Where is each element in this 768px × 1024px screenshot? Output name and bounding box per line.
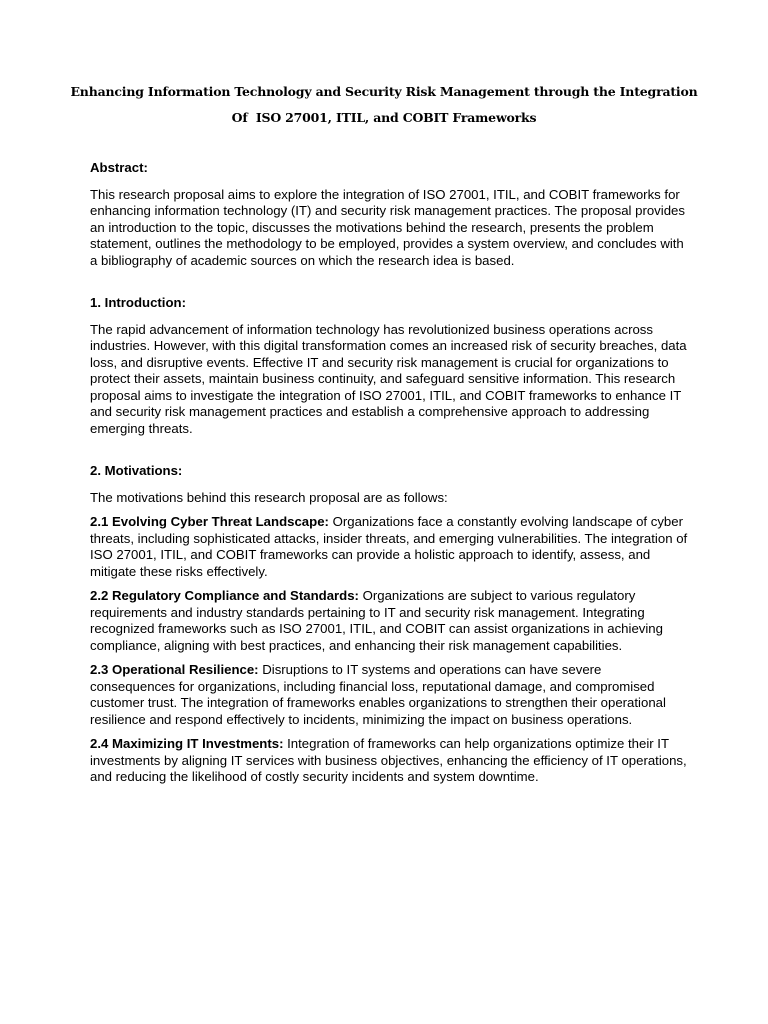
document-body <box>90 160 690 786</box>
title-line-2: Of ISO 27001, ITIL, and COBIT Frameworks <box>231 110 537 125</box>
motivation-item-2-1 <box>90 514 690 580</box>
motivations-heading: 2. Motivations: <box>90 463 183 478</box>
introduction-paragraph: The rapid advancement of information technology has revolutionized business operations across industries. However, with this digital transformation comes an increased risk of security breaches, data loss, and disruptive events. Effective IT and security risk management is crucial for organizations to protect their assets, maintain business continuity, and safeguard sensitive information. This research proposal aims to investigate the integration of ISO 27001, ITIL, and COBIT frameworks to enhance IT and security risk management practices and establish a comprehensive approach to addressing emerging threats. <box>90 321 687 436</box>
motivation-label: 2.3 Operational Resilience: <box>90 662 259 677</box>
motivation-text: Integration of frameworks can help organizations optimize their IT investments by aligning IT services with business objectives, enhancing the efficiency of IT operations, and reducing the likelihood of costly security incidents and system downtime. <box>90 736 687 784</box>
motivation-item-2-4 <box>90 736 690 786</box>
introduction-heading: 1. Introduction: <box>90 295 186 310</box>
title-line-1: Enhancing Information Technology and Security Risk Management through the Integration <box>70 84 698 99</box>
motivation-item-2-3 <box>90 662 690 728</box>
motivation-label: 2.1 Evolving Cyber Threat Landscape: <box>90 514 329 529</box>
document-title <box>60 84 708 126</box>
motivation-label: 2.2 Regulatory Compliance and Standards: <box>90 588 359 603</box>
motivations-intro: The motivations behind this research proposal are as follows: <box>90 489 448 505</box>
abstract-paragraph: This research proposal aims to explore the integration of ISO 27001, ITIL, and COBIT frameworks for enhancing information technology (IT) and security risk management practices. The proposal provides an introduction to the topic, discusses the motivations behind the research, presents the problem statement, outlines the methodology to be employed, provides a system overview, and concludes with a bibliography of academic sources on which the research idea is based. <box>90 186 685 268</box>
motivation-label: 2.4 Maximizing IT Investments: <box>90 736 284 751</box>
motivation-text: Disruptions to IT systems and operations can have severe consequences for organizations, including financial loss, reputational damage, and compromised customer trust. The integration of frameworks enables organizations to strengthen their operational resilience and respond effectively to incidents, minimizing the impact on business operations. <box>90 662 666 727</box>
abstract-heading: Abstract: <box>90 160 148 175</box>
motivation-text: Organizations face a constantly evolving landscape of cyber threats, including sophisticated attacks, insider threats, and emerging vulnerabilities. The integration of ISO 27001, ITIL, and COBIT frameworks can provide a holistic approach to identify, assess, and mitigate these risks effectively. <box>90 514 688 579</box>
motivation-item-2-2 <box>90 588 690 654</box>
motivation-text: Organizations are subject to various regulatory requirements and industry standards pertaining to IT and security risk management. Integrating recognized frameworks such as ISO 27001, ITIL, and COBIT can assist organizations in achieving compliance, aligning with best practices, and enhancing their risk management capabilities. <box>90 588 663 653</box>
